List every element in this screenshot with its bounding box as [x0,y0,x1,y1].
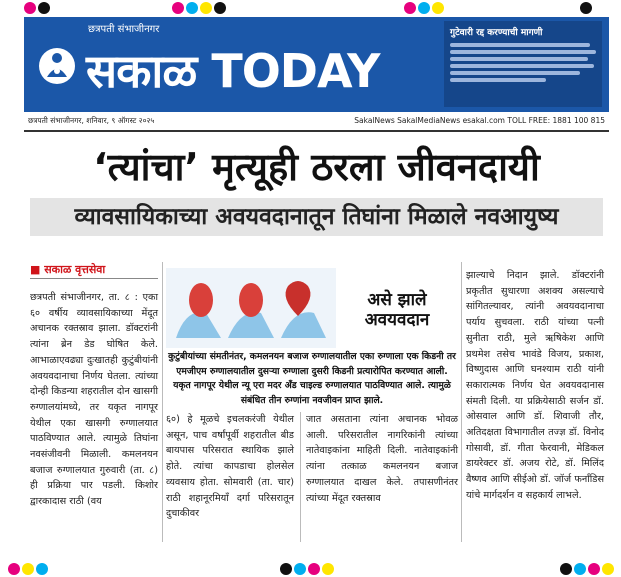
column-separator [300,412,301,542]
magenta-dot [588,563,600,575]
magenta-dot [404,2,416,14]
logo-wordmark: सकाळ TODAY [86,44,380,98]
contact-line: SakalNews SakalMediaNews esakal.com TOLL FREE: 1881 100 815 [354,116,605,125]
cyan-dot [574,563,586,575]
divider [24,130,609,132]
black-dot [580,2,592,14]
cyan-dot [36,563,48,575]
headline: ‘त्यांचा’ मृत्यूही ठरला जीवनदायी [93,145,540,189]
byline: ■ सकाळ वृत्तसेवा [30,263,106,276]
magenta-dot [172,2,184,14]
text-line [450,57,588,61]
magenta-dot [24,2,36,14]
yellow-dot [322,563,334,575]
text-line [450,71,580,75]
subhead-band [30,198,603,236]
magenta-dot [308,563,320,575]
yellow-dot [22,563,34,575]
kidney-hands-illustration [166,268,336,348]
graphic-caption: कुटुंबीयांच्या संमतीनंतर, कमलनयन बजाज रुग्णालयातील एका रुग्णाला एक किडनी तर एमजीएम रुग्णालयातील दुसऱ्या रुग्णाला दुसरी किडनी प्रत्यारोपित करण्यात आली. यकृत नागपूर येथील न्यू एरा मदर अँड चाइल्ड रुग्णालयात पाठविण्यात आले. त्यामुळे संबंधित तीन रुग्णांना नवजीवन प्राप्त झाले. [168,351,456,406]
cyan-dot [294,563,306,575]
color-registration-top [0,0,621,16]
text-line [450,43,590,47]
sakal-emblem-icon [38,47,76,85]
article-column-2: ६०) हे मूळचे इचलकरंजी येथील असून, पाच वर्षांपूर्वी शहरातील बीड बायपास परिसरात स्थायिक झाले होते. त्यांचा कापडाचा होलसेल व्यवसाय होता. सोमवारी (ता. चार) राठी शहानूरमियाँ दर्गा परिसरातून दुचाकीवर [166,414,294,520]
color-registration-bottom [0,561,621,577]
black-dot [38,2,50,14]
magenta-dot [8,563,20,575]
text-line [450,50,596,54]
article-column-1: छत्रपती संभाजीनगर, ता. ८ : एका ६० वर्षीय व्यावसायिकाच्या मेंदूत अचानक रक्तस्राव झाला. डॉक्टरांनी त्यांना ब्रेन डेड घोषित केले. आभाळाएवढ्या दुःखातही कुटुंबीयांनी अवयवदानाचा निर्णय घेतला. त्यांच्या दोन्ही किडन्या शहरातील दोन खासगी रुग्णालयांमध्ये, तर यकृत नागपूर येथील एका खासगी रुग्णालयात पाठविण्यात आले. त्यामुळे तिघांना नवसंजीवनी मिळाली. कमलनयन बजाज रुग्णालयात गुरुवारी (ता. ८) ही प्रक्रिया पार पडली. किशोर द्वारकादास राठी (वय [30,292,158,508]
black-dot [560,563,572,575]
text-line [450,78,546,82]
divider [30,278,158,279]
cyan-dot [186,2,198,14]
black-dot [280,563,292,575]
cyan-dot [418,2,430,14]
article-column-3: जात असताना त्यांना अचानक भोवळ आली. परिसरातील नागरिकांनी त्यांच्या नातेवाइकांना माहिती दिली. नातेवाइकांनी त्यांना तत्काळ कमलनयन बजाज रुग्णालयात दाखल केले. तपासणीनंतर त्यांच्या मेंदूत रक्तस्राव [306,414,458,504]
side-box-title: गुटेवारी रद्द करण्याची मागणी [450,28,543,38]
yellow-dot [602,563,614,575]
info-bar [24,114,609,128]
text-line [450,64,594,68]
masthead [24,17,609,112]
graphic-title: असे झाले अवयवदान [364,290,430,330]
side-news-box [444,21,602,107]
subhead: व्यावसायिकाच्या अवयवदानातून तिघांना मिळाले नवआयुष्य [74,204,559,230]
column-separator [162,262,163,542]
column-separator [461,262,462,542]
article-column-4: झाल्याचे निदान झाले. डॉक्टरांनी प्रकृतीत सुधारणा अशक्य असल्याचे सांगितल्यावर, त्यांनी अवयवदानाचा पर्याय सुचवला. राठी यांच्या पत्नी सुनीता राठी, मुले ऋषिकेश आणि प्रथमेश तसेच भावंडे विजय, प्रकाश, विष्णुदास आणि घनश्याम राठी यांनी सकारात्मक निर्णय घेत अवयवदानास संमती दिली. या प्रक्रियेसाठी सर्जन डॉ. ओसवाल आणि डॉ. शिवाजी तौर, अतिदक्षता विभागातील तज्ज्ञ डॉ. विनोद गोसावी, डॉ. गीता फेरवानी, मेडिकल डायरेक्टर डॉ. अजय रोटे, डॉ. मिलिंद वैष्णव आणि सीईओ डॉ. जॉर्ज फर्नांडिस यांचे मार्गदर्शन व सहकार्य लाभले. [466,270,604,501]
organ-donation-graphic [166,268,458,348]
edition-line: छत्रपती संभाजीनगर [88,24,160,35]
dateline: छत्रपती संभाजीनगर, शनिवार, ९ ऑगस्ट २०२५ [28,116,155,125]
yellow-dot [432,2,444,14]
black-dot [214,2,226,14]
yellow-dot [200,2,212,14]
